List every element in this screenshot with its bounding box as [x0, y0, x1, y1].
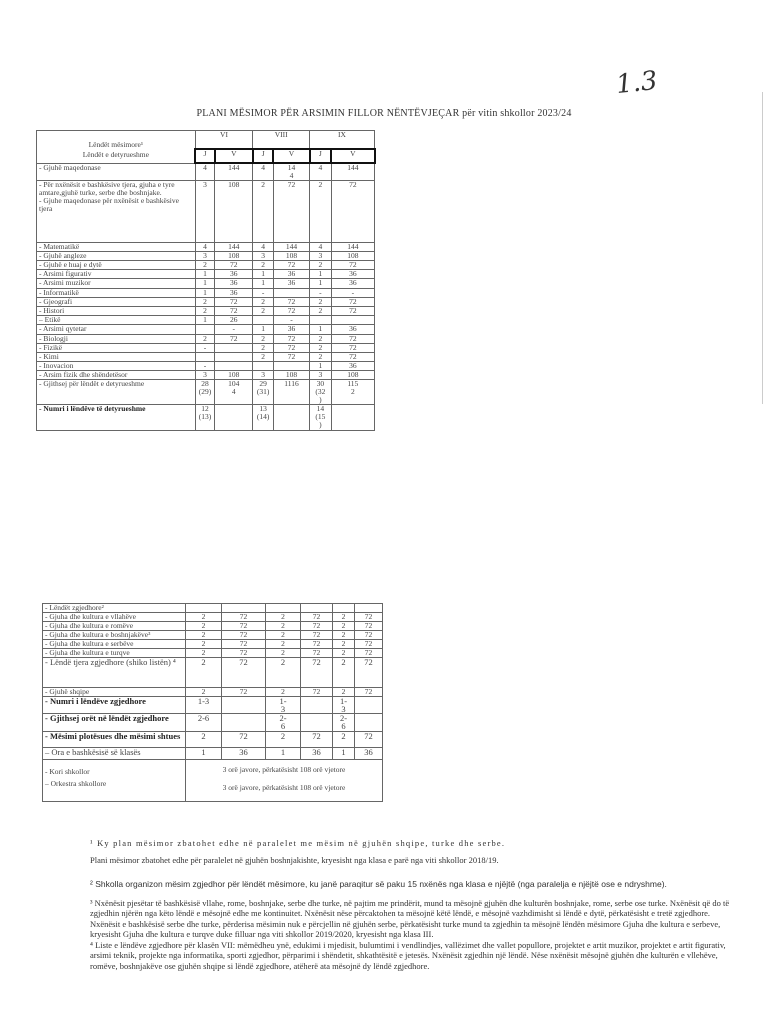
yearly-hours: 108 — [331, 251, 374, 260]
weekly-hours: 2 — [253, 306, 274, 315]
yearly-hours: 72 — [331, 260, 374, 269]
weekly-hours: 1 — [310, 324, 332, 334]
col-yearly: V — [215, 149, 253, 163]
weekly-hours: 1 — [310, 361, 332, 370]
yearly-hours: 72 — [215, 260, 253, 269]
yearly-hours — [215, 343, 253, 352]
weekly-hours: 2 — [310, 334, 332, 343]
yearly-hours: 26 — [215, 315, 253, 324]
table-row — [43, 631, 383, 640]
yearly-hours: 104 4 — [215, 379, 253, 404]
yearly-hours: 108 — [215, 180, 253, 242]
yearly-hours: 144 — [215, 242, 253, 251]
yearly-hours: 36 — [273, 278, 309, 288]
yearly-hours: 36 — [273, 324, 309, 334]
weekly-hours: 2 — [266, 640, 301, 649]
table-header-grades — [37, 131, 375, 150]
yearly-hours: 72 — [355, 640, 383, 649]
yearly-hours — [215, 361, 253, 370]
weekly-hours: 2 — [186, 649, 222, 658]
weekly-hours: 2 — [266, 622, 301, 631]
yearly-hours: 108 — [215, 370, 253, 379]
weekly-hours: 2 — [195, 297, 215, 306]
subject-name: - Gjuha dhe kultura e boshnjakëve³ — [43, 631, 186, 640]
weekly-hours: 2 — [266, 649, 301, 658]
weekly-hours: 2 — [333, 688, 355, 697]
subject-name: - Informatikë — [37, 288, 196, 297]
yearly-hours: 1116 — [273, 379, 309, 404]
table-row — [43, 640, 383, 649]
col-yearly: V — [331, 149, 374, 163]
weekly-hours: 1- 3 — [266, 697, 301, 714]
weekly-hours: 1 — [333, 748, 355, 760]
orchestra-hours: 3 orë javore, përkatësisht 108 orë vjetore — [186, 778, 383, 802]
table-row — [37, 306, 375, 315]
yearly-hours: 72 — [273, 352, 309, 361]
weekly-hours: 14 (15 ) — [310, 404, 332, 430]
subject-name: - Gjuhë shqipe — [43, 688, 186, 697]
subject-name: - Gjuhë e huaj e dytë — [37, 260, 196, 269]
yearly-hours: 72 — [331, 343, 374, 352]
table-row — [37, 315, 375, 324]
yearly-hours — [222, 697, 266, 714]
weekly-hours: 1 — [195, 315, 215, 324]
col-weekly: J — [253, 149, 274, 163]
table-row — [37, 334, 375, 343]
weekly-hours: 1- 3 — [333, 697, 355, 714]
table-row — [43, 649, 383, 658]
subject-name: - Arsimi qytetar — [37, 324, 196, 334]
weekly-hours: - — [195, 343, 215, 352]
yearly-hours — [273, 404, 309, 430]
yearly-hours: 72 — [222, 688, 266, 697]
yearly-hours: 36 — [331, 269, 374, 278]
weekly-hours: 2 — [253, 343, 274, 352]
yearly-hours: 72 — [215, 334, 253, 343]
weekly-hours: 1 — [266, 748, 301, 760]
grade-header: IX — [310, 131, 375, 150]
weekly-hours: 29 (31) — [253, 379, 274, 404]
yearly-hours: 72 — [301, 649, 333, 658]
footnote-1: ¹ Ky plan mësimor zbatohet edhe në paralelet me mësim në gjuhën shqipe, turke dhe serbe. — [90, 838, 506, 848]
weekly-hours: 3 — [195, 251, 215, 260]
yearly-hours: 36 — [215, 288, 253, 297]
subject-name: - Gjuha dhe kultura e serbëve — [43, 640, 186, 649]
yearly-hours — [215, 352, 253, 361]
weekly-hours: 1 — [253, 278, 274, 288]
table-row — [37, 343, 375, 352]
subject-name: - Gjuha dhe kultura e romëve — [43, 622, 186, 631]
weekly-hours: - — [195, 361, 215, 370]
subject-name: - Numri i lëndëve zgjedhore — [43, 697, 186, 714]
yearly-hours — [331, 315, 374, 324]
weekly-hours: 2 — [253, 180, 274, 242]
yearly-hours: 108 — [215, 251, 253, 260]
yearly-hours: 72 — [301, 613, 333, 622]
yearly-hours: 72 — [355, 658, 383, 688]
yearly-hours: - — [273, 315, 309, 324]
yearly-hours — [222, 604, 266, 613]
weekly-hours — [186, 604, 222, 613]
yearly-hours — [273, 288, 309, 297]
compulsory-subjects-body — [37, 131, 375, 431]
table-row — [37, 163, 375, 180]
weekly-hours: 2-6 — [186, 714, 222, 732]
yearly-hours: - — [215, 324, 253, 334]
table-row — [43, 688, 383, 697]
table-row — [37, 180, 375, 242]
weekly-hours: 13 (14) — [253, 404, 274, 430]
subject-name: - Gjithsej për lëndët e detyrueshme — [37, 379, 196, 404]
weekly-hours: 4 — [195, 242, 215, 251]
table-row — [37, 297, 375, 306]
subject-name: - Mësimi plotësues dhe mësimi shtues — [43, 732, 186, 748]
subject-name: - Histori — [37, 306, 196, 315]
weekly-hours: 1 — [253, 269, 274, 278]
weekly-hours: 2 — [253, 297, 274, 306]
weekly-hours: 2 — [333, 640, 355, 649]
subject-name: - Gjuha dhe kultura e vllahëve — [43, 613, 186, 622]
subject-name: - Gjeografi — [37, 297, 196, 306]
yearly-hours: 36 — [355, 748, 383, 760]
yearly-hours: 72 — [355, 631, 383, 640]
table-row — [37, 242, 375, 251]
yearly-hours — [355, 697, 383, 714]
table-row — [37, 404, 375, 430]
table-row — [43, 697, 383, 714]
weekly-hours: 2 — [195, 260, 215, 269]
yearly-hours: 72 — [355, 649, 383, 658]
subject-name: - Kimi — [37, 352, 196, 361]
subject-name: - Matematikë — [37, 242, 196, 251]
yearly-hours: 72 — [215, 297, 253, 306]
subjects-label: Lëndët mësimore¹ — [37, 131, 196, 150]
orchestra-label: – Orkestra shkollore — [43, 778, 186, 802]
footnotes — [90, 838, 730, 971]
yearly-hours: 72 — [355, 613, 383, 622]
subject-name: - Biologji — [37, 334, 196, 343]
subject-name: - Arsim fizik dhe shëndetësor — [37, 370, 196, 379]
yearly-hours — [301, 604, 333, 613]
weekly-hours: 2 — [333, 658, 355, 688]
weekly-hours: 1 — [310, 278, 332, 288]
table-row — [43, 714, 383, 732]
yearly-hours — [331, 404, 374, 430]
subject-name: - Gjithsej orët në lëndët zgjedhore — [43, 714, 186, 732]
orchestra-row — [43, 778, 383, 802]
yearly-hours: 115 2 — [331, 379, 374, 404]
weekly-hours: 4 — [310, 163, 332, 180]
weekly-hours: 2 — [333, 622, 355, 631]
weekly-hours: 2 — [310, 306, 332, 315]
weekly-hours: 2 — [333, 631, 355, 640]
weekly-hours: 28 (29) — [195, 379, 215, 404]
weekly-hours: 1 — [195, 288, 215, 297]
yearly-hours: 72 — [222, 649, 266, 658]
table-row — [37, 288, 375, 297]
yearly-hours — [215, 404, 253, 430]
table-row — [37, 269, 375, 278]
yearly-hours — [222, 714, 266, 732]
subject-name: - Numri i lëndëve të detyrueshme — [37, 404, 196, 430]
weekly-hours: 1 — [253, 324, 274, 334]
weekly-hours: 4 — [310, 242, 332, 251]
yearly-hours: 72 — [301, 631, 333, 640]
yearly-hours: 72 — [222, 732, 266, 748]
yearly-hours: 72 — [355, 732, 383, 748]
table-row — [37, 251, 375, 260]
weekly-hours: 2 — [310, 297, 332, 306]
subject-name: - Gjuhë angleze — [37, 251, 196, 260]
weekly-hours: 1 — [195, 269, 215, 278]
table-row — [43, 604, 383, 613]
handwritten-mark: 1.3 — [614, 65, 659, 101]
subject-name: - Për nxënësit e bashkësive tjera, gjuha e tyre amtare,gjuhë turke, serbe dhe boshnjake. - Gjuhe maqedonase për nxënësit e bashkësive tjera — [37, 180, 196, 242]
weekly-hours: 2 — [266, 732, 301, 748]
weekly-hours: 1 — [195, 278, 215, 288]
yearly-hours: 36 — [331, 361, 374, 370]
yearly-hours — [273, 361, 309, 370]
yearly-hours: 72 — [222, 613, 266, 622]
choir-row — [43, 760, 383, 778]
table-row — [43, 658, 383, 688]
yearly-hours — [355, 604, 383, 613]
weekly-hours: 2 — [333, 732, 355, 748]
yearly-hours: - — [331, 288, 374, 297]
yearly-hours: 72 — [222, 658, 266, 688]
subject-name: - Lëndë tjera zgjedhore (shiko listën) ⁴ — [43, 658, 186, 688]
weekly-hours: 3 — [195, 370, 215, 379]
compulsory-label: Lëndët e detyrueshme — [37, 149, 196, 163]
weekly-hours: 2 — [186, 613, 222, 622]
table-row — [37, 278, 375, 288]
yearly-hours: 72 — [273, 343, 309, 352]
yearly-hours: 72 — [273, 334, 309, 343]
yearly-hours — [301, 714, 333, 732]
weekly-hours: 2 — [333, 613, 355, 622]
footnote-3: ³ Nxënësit pjesëtar të bashkësisë vllahe, rome, boshnjake, serbe dhe turke, në pajtim me prindërit, mund ta mësojnë gjuhën dhe kulturën boshnjake, rome, serbe ose turke. Nxënësit që do të zgjedhin njërën nga këto lëndë e mësojnë edhe me kontinuitet. Nxënësit nëse përcaktohen ta mësojnë këtë lëndë, e mësojnë vazhdimisht si lëndë e dytë, përkatësisht e tretë zgjedhore. — [90, 897, 730, 918]
subject-name: - Inovacion — [37, 361, 196, 370]
yearly-hours: 36 — [331, 278, 374, 288]
yearly-hours: 72 — [273, 260, 309, 269]
yearly-hours: 36 — [222, 748, 266, 760]
weekly-hours: 2 — [333, 649, 355, 658]
yearly-hours: 72 — [222, 622, 266, 631]
weekly-hours: 3 — [310, 370, 332, 379]
weekly-hours: 2 — [186, 688, 222, 697]
yearly-hours: 36 — [215, 278, 253, 288]
yearly-hours: 72 — [301, 688, 333, 697]
yearly-hours: 108 — [273, 370, 309, 379]
page-title: PLANI MËSIMOR PËR ARSIMIN FILLOR NËNTËVJEÇAR për vitin shkollor 2023/24 — [196, 108, 572, 119]
yearly-hours: 72 — [273, 297, 309, 306]
yearly-hours: 144 — [331, 163, 374, 180]
weekly-hours: - — [253, 288, 274, 297]
compulsory-subjects-table — [36, 130, 375, 431]
table-row — [43, 748, 383, 760]
footnote-1b: Plani mësimor zbatohet edhe për paralelet në gjuhën boshnjakishte, kryesisht nga klasa e parë nga viti shkollor 2018/19. — [90, 854, 499, 865]
table-header-columns — [37, 149, 375, 163]
weekly-hours: 1 — [310, 269, 332, 278]
yearly-hours: 108 — [273, 251, 309, 260]
table-row — [43, 622, 383, 631]
yearly-hours: 72 — [331, 334, 374, 343]
weekly-hours: 2 — [266, 631, 301, 640]
weekly-hours: 2 — [186, 732, 222, 748]
choir-label: - Kori shkollor — [43, 760, 186, 778]
yearly-hours: 72 — [355, 622, 383, 631]
subject-name: - Lëndët zgjedhore² — [43, 604, 186, 613]
table-row — [37, 361, 375, 370]
weekly-hours: 2 — [186, 631, 222, 640]
yearly-hours — [301, 697, 333, 714]
yearly-hours: 72 — [331, 306, 374, 315]
weekly-hours: 4 — [253, 242, 274, 251]
weekly-hours — [195, 324, 215, 334]
weekly-hours: - — [310, 288, 332, 297]
elective-subjects-body — [43, 604, 383, 760]
elective-subjects-table — [42, 603, 383, 802]
weekly-hours: 2- 6 — [333, 714, 355, 732]
yearly-hours: 72 — [301, 658, 333, 688]
yearly-hours: 72 — [355, 688, 383, 697]
col-weekly: J — [195, 149, 215, 163]
footnote-4: ⁴ Liste e lëndëve zgjedhore për klasën VII: mëmëdheu ynë, edukimi i mjedisit, bulumtimi i vendlindjes, vallëzimet dhe vallet popullore, projektet e artit muzikor, projektet e artit figurativ, arsimi teknik, projekte nga informatika, sporti zgjedhor, përparimi i shëndetit, shkathtësitë e jetesës. Nxënësit zgjedhin një lëndë. Nëse nxënësit mësojnë gjuhën dhe kulturën e vllehëve, romëve, boshnjakëve ose gjuhën shqipe si lëndë zgjedhore, atëherë ata mësojnë dy lëndë zgjedhore. — [90, 939, 726, 971]
weekly-hours — [195, 352, 215, 361]
table-row — [37, 370, 375, 379]
weekly-hours: 3 — [195, 180, 215, 242]
subject-name: - Arsimi figurativ — [37, 269, 196, 278]
weekly-hours: 2 — [253, 352, 274, 361]
subject-name: - Gjuhë maqedonase — [37, 163, 196, 180]
yearly-hours: 144 — [215, 163, 253, 180]
yearly-hours: 36 — [215, 269, 253, 278]
weekly-hours: 12 (13) — [195, 404, 215, 430]
weekly-hours: 2 — [266, 658, 301, 688]
choir-hours: 3 orë javore, përkatësisht 108 orë vjetore — [186, 760, 383, 778]
weekly-hours: 2 — [253, 260, 274, 269]
grade-header: VIII — [253, 131, 310, 150]
weekly-hours: 3 — [310, 251, 332, 260]
subject-name: - Gjuha dhe kultura e turqve — [43, 649, 186, 658]
table-row — [37, 352, 375, 361]
yearly-hours: 72 — [301, 732, 333, 748]
yearly-hours: 144 — [331, 242, 374, 251]
yearly-hours: 72 — [273, 306, 309, 315]
subject-name: – Ora e bashkësisë së klasës — [43, 748, 186, 760]
grade-header: VI — [195, 131, 253, 150]
subject-name: - Fizikë — [37, 343, 196, 352]
weekly-hours: 2 — [310, 343, 332, 352]
yearly-hours: 72 — [301, 640, 333, 649]
footnote-3b: Nxënësit e bashkësisë serbe dhe turke, përderisa mësimin nuk e përcjellin në gjuhën serbe, përkatësisht turke mund ta zgjedhin ta mësojnë lëndën mësimore Gjuha dhe kultura e serbeve, kryesisht Gjuha dhe kultura e turqve duke filluar nga viti shkollor 2019/2020, kryesisht nga klasa III. — [90, 918, 721, 939]
weekly-hours — [333, 604, 355, 613]
yearly-hours: 144 — [273, 242, 309, 251]
yearly-hours: 72 — [273, 180, 309, 242]
col-weekly: J — [310, 149, 332, 163]
weekly-hours: 2 — [186, 622, 222, 631]
weekly-hours: 2 — [310, 352, 332, 361]
yearly-hours: 108 — [331, 370, 374, 379]
yearly-hours: 72 — [331, 352, 374, 361]
table-row — [37, 379, 375, 404]
yearly-hours: 72 — [215, 306, 253, 315]
yearly-hours: 36 — [331, 324, 374, 334]
weekly-hours — [310, 315, 332, 324]
weekly-hours: 2 — [186, 658, 222, 688]
table-row — [43, 613, 383, 622]
yearly-hours: 72 — [222, 631, 266, 640]
subject-name: – Etikë — [37, 315, 196, 324]
yearly-hours: 36 — [301, 748, 333, 760]
weekly-hours: 4 — [195, 163, 215, 180]
yearly-hours: 72 — [301, 622, 333, 631]
yearly-hours: 72 — [331, 297, 374, 306]
weekly-hours: 2 — [310, 260, 332, 269]
weekly-hours: 1-3 — [186, 697, 222, 714]
weekly-hours: 2 — [266, 688, 301, 697]
weekly-hours: 3 — [253, 251, 274, 260]
weekly-hours — [253, 361, 274, 370]
yearly-hours: 72 — [222, 640, 266, 649]
table-row — [43, 732, 383, 748]
col-yearly: V — [273, 149, 309, 163]
subject-name: - Arsimi muzikor — [37, 278, 196, 288]
table-row — [37, 324, 375, 334]
yearly-hours — [355, 714, 383, 732]
weekly-hours: 2 — [195, 306, 215, 315]
weekly-hours: 3 — [253, 370, 274, 379]
page-edge-line — [762, 92, 763, 404]
weekly-hours: 4 — [253, 163, 274, 180]
weekly-hours — [266, 604, 301, 613]
weekly-hours: 2 — [186, 640, 222, 649]
weekly-hours: 2 — [253, 334, 274, 343]
footnote-2: ² Shkolla organizon mësim zgjedhor për lëndët mësimore, ku janë paraqitur së paku 15 nxënës nga klasa e njëjtë (nga paralelja e njëjtë ose e ndryshme). — [90, 879, 667, 889]
weekly-hours: 2 — [310, 180, 332, 242]
weekly-hours — [253, 315, 274, 324]
table-row — [37, 260, 375, 269]
yearly-hours: 14 4 — [273, 163, 309, 180]
weekly-hours: 1 — [186, 748, 222, 760]
yearly-hours: 72 — [331, 180, 374, 242]
weekly-hours: 30 (32 ) — [310, 379, 332, 404]
weekly-hours: 2- 6 — [266, 714, 301, 732]
yearly-hours: 36 — [273, 269, 309, 278]
weekly-hours: 2 — [266, 613, 301, 622]
weekly-hours: 2 — [195, 334, 215, 343]
